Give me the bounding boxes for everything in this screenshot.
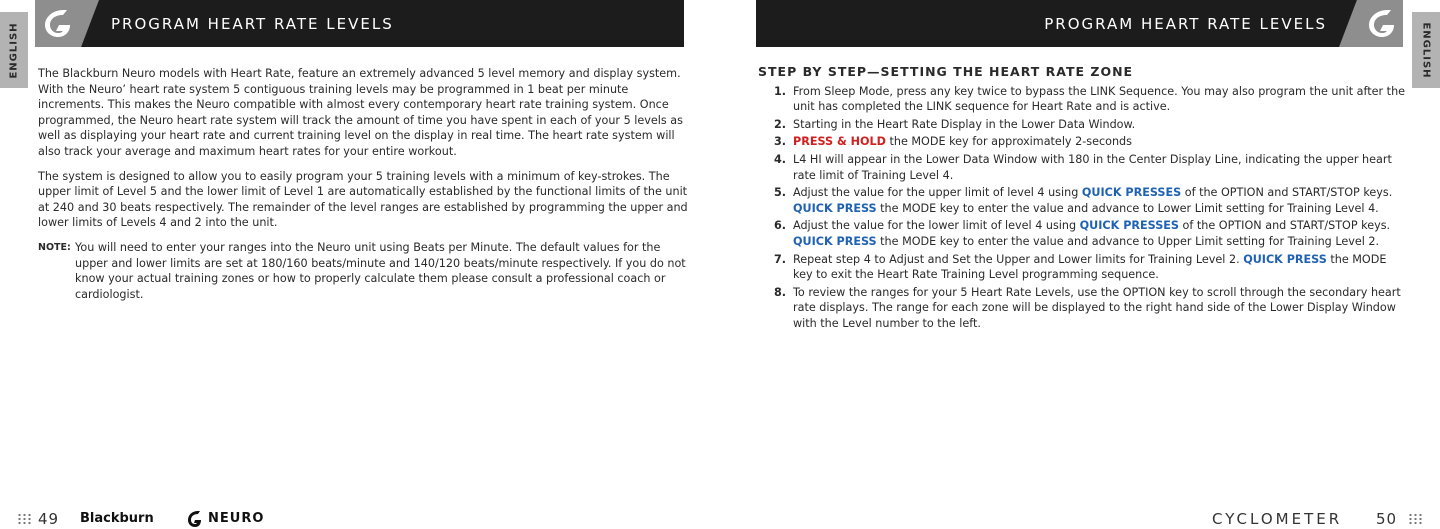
step-text — [793, 185, 1408, 216]
step-text-part: the MODE key to enter the value and advance to Upper Limit setting for Training Level 2. — [876, 234, 1380, 248]
step-text-part: of the OPTION and START/STOP keys. — [1178, 219, 1391, 233]
step-text-part: the MODE key to enter the value and advance to Lower Limit setting for Training Level 4. — [876, 201, 1379, 215]
note-label: NOTE: — [38, 241, 71, 253]
left-page-body — [38, 66, 688, 302]
side-tab-label: ENGLISH — [1420, 21, 1432, 79]
step-item — [758, 152, 1408, 183]
side-tab-label: ENGLISH — [8, 21, 20, 79]
step-list — [758, 84, 1408, 332]
step-number: 5. — [773, 186, 786, 200]
logo-mark-icon — [1365, 7, 1397, 40]
step-number: 2. — [773, 117, 786, 131]
step-item — [758, 185, 1408, 216]
step-item — [758, 134, 1408, 150]
step-item — [758, 84, 1408, 115]
step-text: Starting in the Heart Rate Display in the Lower Data Window. — [793, 117, 1136, 131]
side-tab-english-left — [0, 12, 28, 88]
note-block — [38, 240, 688, 302]
footer-dots-right — [1408, 513, 1424, 525]
intro-paragraph: The Blackburn Neuro models with Heart Rate, feature an extremely advanced 5 level memory and display system. With the Neuro’ heart rate system 5 contiguous training levels may be programmed in 1 beat per minute increments. This makes the Neuro compatible with almost every contemporary heart rate training system. Once programmed, the Neuro heart rate system will track the amount of time you have spent in each of your 5 levels as well as displaying your heart rate and current training level on the display in real time. The heart rate system will also track your average and maximum heart rates for your entire workout. — [38, 67, 683, 158]
step-text-part: the MODE key to exit the Heart Rate Training Level programming sequence. — [793, 252, 1387, 282]
product-name: NEURO — [208, 511, 265, 526]
page-number-right: 50 — [1376, 510, 1398, 528]
step-text: L4 HI will appear in the Lower Data Window with 180 in the Center Display Line, indicating the upper heart rate limit of Training Level 4. — [793, 152, 1392, 182]
step-text-part: of the OPTION and START/STOP keys. — [1181, 186, 1393, 200]
right-page-body — [758, 64, 1408, 334]
left-page-header — [35, 0, 684, 47]
step-text — [793, 252, 1408, 283]
step-number: 8. — [773, 285, 786, 299]
step-item — [758, 252, 1408, 283]
step-text — [793, 134, 1408, 150]
quick-presses-keyword: QUICK PRESSES — [1081, 186, 1182, 200]
step-text — [793, 218, 1408, 249]
note-text: You will need to enter your ranges into the Neuro unit using Beats per Minute. The default values for the upper and lower limits are set at 180/160 beats/minute and 140/120 beats/minute respectively. If you do not know your actual training zones or how to properly calculate them please consult a professional coach or cardiologist. — [75, 240, 686, 301]
step-item — [758, 117, 1408, 133]
right-page-header — [756, 0, 1403, 47]
section-title: STEP BY STEP—SETTING THE HEART RATE ZONE — [758, 64, 1134, 79]
step-text-part: Adjust the value for the lower limit of level 4 using — [793, 219, 1080, 233]
step-number: 7. — [773, 252, 786, 266]
quick-press-keyword: QUICK PRESS — [793, 201, 877, 215]
step-text-part: Adjust the value for the upper limit of level 4 using — [793, 186, 1082, 200]
brand-name: Blackburn — [80, 511, 154, 526]
step-text-part: Repeat step 4 to Adjust and Set the Upper and Lower limits for Training Level 2. — [793, 252, 1244, 266]
side-tab-english-right — [1412, 12, 1440, 88]
page-title: PROGRAM HEART RATE LEVELS — [111, 14, 394, 33]
step-text-rest: the MODE key for approximately 2-seconds — [885, 135, 1132, 149]
quick-presses-keyword: QUICK PRESSES — [1079, 219, 1179, 233]
logo-mark-icon — [41, 7, 73, 40]
step-item — [758, 218, 1408, 249]
system-paragraph: The system is designed to allow you to easily program your 5 training levels with a minimum of key-strokes. The upper limit of Level 5 and the lower limit of Level 1 are automatically established by the functional limits of the unit at 240 and 30 beats respectively. The remainder of the level ranges are established by programming the upper and lower limits of Levels 4 and 2 into the unit. — [38, 169, 688, 230]
step-number: 4. — [773, 152, 786, 166]
footer-dots-left — [17, 513, 33, 525]
step-number: 6. — [773, 219, 786, 233]
step-text: To review the ranges for your 5 Heart Rate Levels, use the OPTION key to scroll through the secondary heart rate displays. The range for each zone will be displayed to the right hand side of the Lower Display Window with the Level number to the left. — [793, 285, 1401, 330]
press-hold-keyword: PRESS & HOLD — [793, 135, 886, 149]
step-number: 1. — [773, 84, 786, 98]
blackburn-g-logo-icon — [1339, 0, 1403, 47]
step-number: 3. — [773, 135, 786, 149]
page-number-left: 49 — [38, 510, 60, 528]
quick-press-keyword: QUICK PRESS — [1243, 252, 1327, 266]
footer-label: CYCLOMETER — [1212, 510, 1343, 528]
blackburn-g-logo-icon — [35, 0, 99, 47]
step-text: From Sleep Mode, press any key twice to bypass the LINK Sequence. You may also program the unit after the unit has completed the LINK sequence for Heart Rate and is active. — [793, 84, 1406, 114]
step-item — [758, 285, 1408, 332]
page-title: PROGRAM HEART RATE LEVELS — [1044, 14, 1327, 33]
quick-press-keyword: QUICK PRESS — [793, 234, 877, 248]
blackburn-g-logo-icon — [187, 510, 202, 528]
